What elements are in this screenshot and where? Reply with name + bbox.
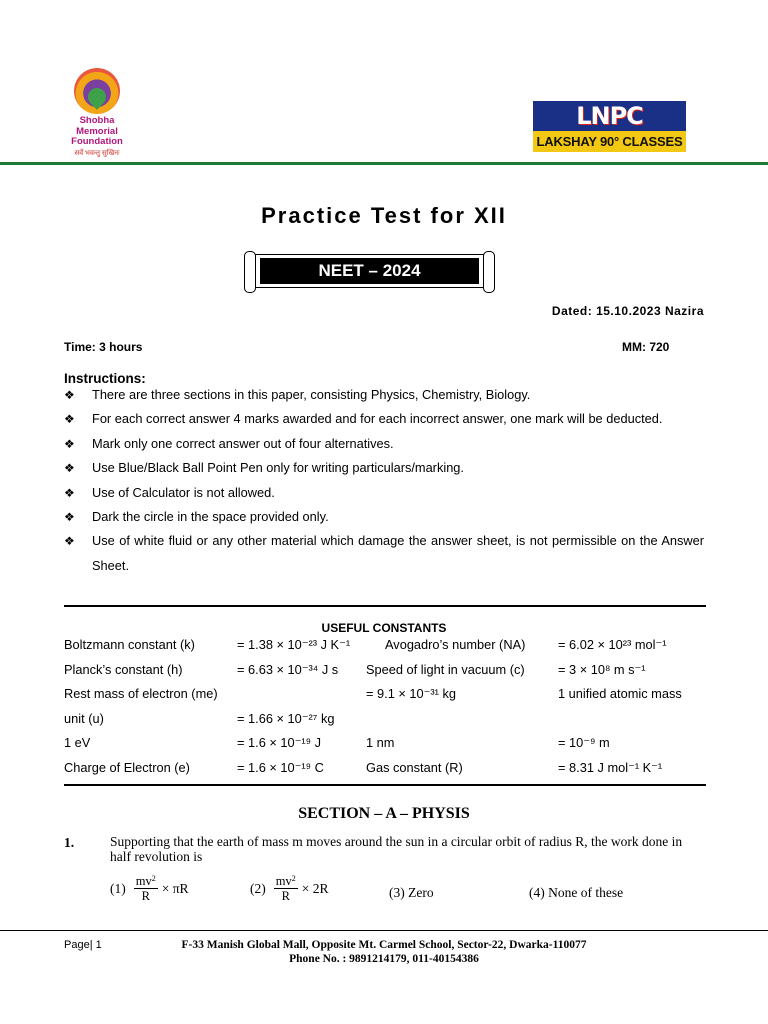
footer-phone: Phone No. : 9891214179, 011-40154386 <box>289 953 479 965</box>
diamond-bullet-icon: ❖ <box>64 485 75 500</box>
fraction: $\frac{mv^2}{R}$ <box>275 874 296 903</box>
instruction-item: ❖ Dark the circle in the space provided only. <box>64 505 704 529</box>
option-4: (4) None of these <box>529 885 624 900</box>
constants-heading: USEFUL CONSTANTS <box>321 621 447 635</box>
lnpc-logo <box>533 101 686 152</box>
section-title: SECTION – A – PHYSIS <box>298 805 470 822</box>
diamond-bullet-icon: ❖ <box>64 461 75 476</box>
question-text: Supporting that the earth of mass m moves around the sun in a circular orbit of radius R, the work done in half revolution is <box>110 834 683 864</box>
diamond-bullet-icon: ❖ <box>64 388 75 402</box>
fraction: $\frac{mv^2}{R}$ <box>135 874 156 903</box>
option-2: (2) $\frac{mv^2}{R}$ × 2R <box>250 874 329 903</box>
shobha-memorial-logo <box>64 68 130 158</box>
option-3: (3) Zero <box>389 885 434 900</box>
diamond-bullet-icon: ❖ <box>64 412 75 427</box>
footer-divider <box>0 930 768 931</box>
scroll-curl-left-icon <box>244 251 256 293</box>
logo-motto: सर्वे भवन्तु सुखिनः <box>74 149 120 157</box>
instructions-list <box>64 383 704 578</box>
instruction-item: ❖ For each correct answer 4 marks awarded and for each incorrect answer, one mark will be deducted. <box>64 407 704 431</box>
page-title: Practice Test for XII <box>261 203 507 228</box>
scroll-curl-right-icon <box>483 251 495 293</box>
page-number: Page| 1 <box>64 939 102 951</box>
question-number: 1. <box>64 835 75 850</box>
logo-name: Shobha Memorial Foundation <box>71 115 123 147</box>
diamond-bullet-icon: ❖ <box>64 510 75 525</box>
diamond-bullet-icon: ❖ <box>64 436 75 451</box>
footer-address: F-33 Manish Global Mall, Opposite Mt. Carmel School, Sector-22, Dwarka-110077 Phone No. : 9891214179, 011-40154386 <box>0 938 768 966</box>
lakshay-classes-text: LAKSHAY 90° CLASSES <box>533 131 686 152</box>
instruction-item: ❖ Mark only one correct answer out of four alternatives. <box>64 432 704 456</box>
instruction-item: ❖ Use of Calculator is not allowed. <box>64 481 704 505</box>
instruction-item: ❖ There are three sections in this paper, consisting Physics, Chemistry, Biology. <box>64 383 704 407</box>
constants-top-rule <box>64 605 706 607</box>
lotus-flower-icon <box>74 68 120 114</box>
instruction-item: ❖ Use of white fluid or any other material which damage the answer sheet, is not permissible on the Answer Sheet. <box>64 529 704 578</box>
diamond-bullet-icon: ❖ <box>64 534 75 549</box>
instruction-item: ❖ Use Blue/Black Ball Point Pen only for writing particulars/marking. <box>64 456 704 480</box>
header-divider <box>0 162 768 165</box>
option-1: (1) $\frac{mv^2}{R}$ × πR <box>110 874 189 903</box>
lnpc-logo-text: LNPC <box>576 102 643 130</box>
exam-badge <box>244 251 495 291</box>
max-marks: MM: 720 <box>622 340 670 354</box>
exam-time: Time: 3 hours <box>64 340 143 354</box>
exam-badge-label: NEET – 2024 <box>260 258 479 284</box>
constants-bottom-rule <box>64 784 706 786</box>
exam-date: Dated: 15.10.2023 Nazira <box>551 304 704 318</box>
instructions-heading: Instructions: <box>64 371 146 386</box>
